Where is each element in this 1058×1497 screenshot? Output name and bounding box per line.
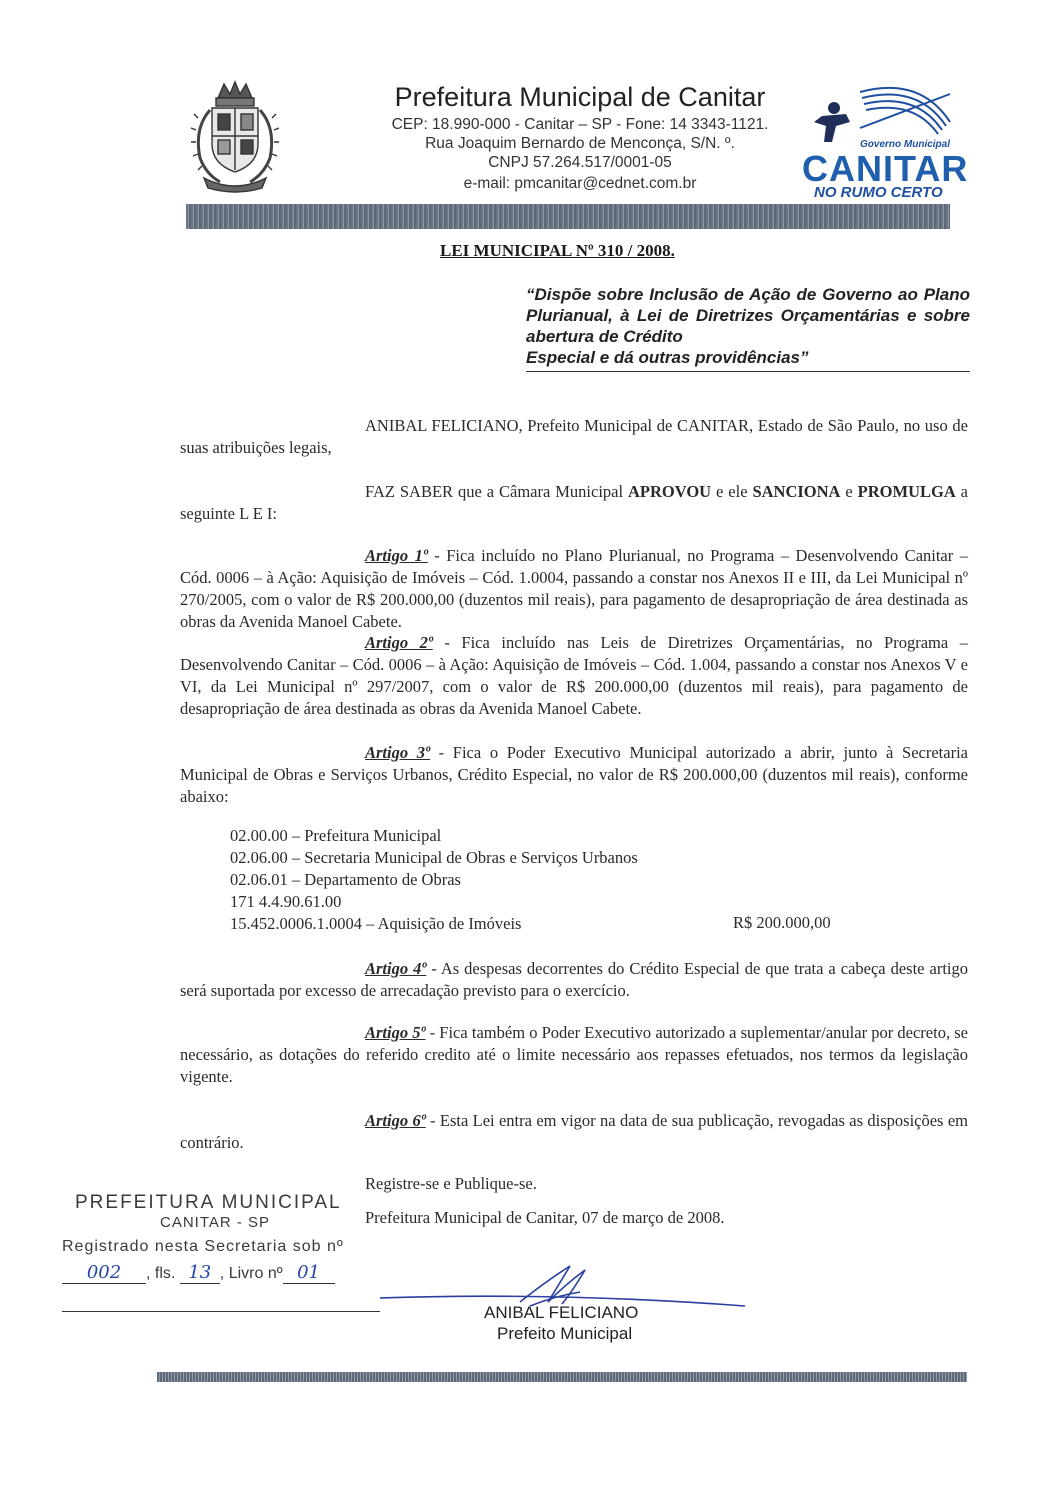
registry-livro: 01 (283, 1262, 335, 1284)
promulga: PROMULGA (857, 482, 956, 501)
logo-slogan: NO RUMO CERTO (814, 184, 943, 201)
ementa-last-line: Especial e dá outras providências” (526, 348, 809, 367)
signatory-name: ANIBAL FELICIANO (484, 1303, 639, 1322)
article-5-text: - Fica também o Poder Executivo autorizado a suplementar/anular por decreto, se necessário, as dotações do referido credito até o limite necessário aos repasses efetuados, nos termos da legislação vigente. (180, 1023, 968, 1086)
header-address-2: Rua Joaquim Bernardo de Menconça, S/N. º. (425, 135, 735, 152)
budget-line: 02.06.00 – Secretaria Municipal de Obras e Serviços Urbanos (230, 848, 638, 867)
canitar-logo (800, 82, 969, 202)
law-ementa (526, 284, 970, 372)
article-2-text: - Fica incluído nas Leis de Diretrizes Orçamentárias, no Programa – Desenvolvendo Canitar – Cód. 0006 – à Ação: Aquisição de Imóveis – Cód. 1.004, passando a constar nos Anexos V e VI, da Lei Municipal nº 297/2007, com o valor de R$ 200.000,00 (duzentos mil reais), para pagamento de desapropriação de área destinada as obras da Avenida Manoel Cabete. (180, 633, 968, 718)
article-4-label: Artigo 4º (365, 959, 427, 978)
text: a seguinte L E I: (180, 482, 969, 523)
signatory-role: Prefeito Municipal (497, 1324, 633, 1343)
preamble-paragraph: ANIBAL FELICIANO, Prefeito Municipal de CANITAR, Estado de São Paulo, no uso de suas atribuições legais, (180, 416, 968, 457)
stamp-city: CANITAR - SP (160, 1214, 271, 1231)
article-6 (180, 1110, 968, 1154)
article-4-text: - As despesas decorrentes do Crédito Especial de que trata a cabeça deste artigo será suportada por excesso de arrecadação previsto para o exercício. (180, 959, 968, 1000)
stamp-title: PREFEITURA MUNICIPAL (75, 1192, 342, 1213)
budget-line: 02.06.01 – Departamento de Obras (230, 870, 461, 889)
logo-gov-label: Governo Municipal (860, 139, 951, 150)
fls-label: , fls. (146, 1265, 176, 1282)
text: e ele (711, 482, 753, 501)
article-2 (180, 632, 968, 720)
text: FAZ SABER que a Câmara Municipal (365, 482, 628, 501)
registry-number: 002 (62, 1262, 146, 1284)
sanciona: SANCIONA (752, 482, 841, 501)
article-1-text: - Fica incluído no Plano Plurianual, no Programa – Desenvolvendo Canitar – Cód. 0006 – à Ação: Aquisição de Imóveis – Cód. 1.0004, passando a constar nos Anexos II e III, da Lei Municipal nº 270/2005, com o valor de R$ 200.000,00 (duzentos mil reais), para pagamento de desapropriação de área destinada as obras da Avenida Manoel Cabete. (180, 546, 968, 631)
livro-label: , Livro nº (219, 1265, 283, 1282)
promulgation-paragraph (180, 481, 968, 525)
coat-of-arms-icon (190, 78, 280, 196)
article-3-text: - Fica o Poder Executivo Municipal autorizado a abrir, junto à Secretaria Municipal de Obras e Serviços Urbanos, Crédito Especial, no valor de R$ 200.000,00 (duzentos mil reais), conforme abaixo: (180, 743, 968, 806)
article-1-label: Artigo 1º (365, 546, 428, 565)
article-5-label: Artigo 5º (365, 1023, 426, 1042)
article-2-label: Artigo 2º (365, 633, 433, 652)
article-3 (180, 742, 968, 808)
header-address-1: CEP: 18.990-000 - Canitar – SP - Fone: 14 3343-1121. (391, 116, 769, 133)
budget-line: 171 4.4.90.61.00 (230, 892, 342, 911)
article-4 (180, 958, 968, 1002)
closing-date: Prefeitura Municipal de Canitar, 07 de março de 2008. (365, 1208, 725, 1227)
aprovou: APROVOU (628, 482, 712, 501)
law-title: LEI MUNICIPAL Nº 310 / 2008. (440, 241, 675, 260)
budget-list (230, 825, 638, 935)
stamp-registry-fields (62, 1262, 335, 1284)
budget-line: 15.452.0006.1.0004 – Aquisição de Imóveis (230, 914, 522, 933)
ementa-text: “Dispõe sobre Inclusão de Ação de Governo ao Plano Plurianual, à Lei de Diretrizes Orçamentárias e sobre abertura de Crédito (526, 285, 970, 346)
logo-name: CANITAR (802, 148, 969, 189)
stamp-signature-line (62, 1311, 380, 1312)
stamp-registry: Registrado nesta Secretaria sob nº (62, 1238, 344, 1255)
registre-line: Registre-se e Publique-se. (365, 1174, 537, 1193)
text: e (840, 482, 858, 501)
footer-band (157, 1372, 967, 1382)
header-cnpj: CNPJ 57.264.517/0001-05 (488, 154, 672, 171)
article-1 (180, 545, 968, 633)
article-6-text: - Esta Lei entra em vigor na data de sua publicação, revogadas as disposições em contrário. (180, 1111, 968, 1152)
budget-line: 02.00.00 – Prefeitura Municipal (230, 826, 442, 845)
budget-value: R$ 200.000,00 (733, 913, 831, 932)
registry-fls: 13 (180, 1262, 220, 1284)
article-3-label: Artigo 3º (365, 743, 430, 762)
article-5 (180, 1022, 968, 1088)
header-band (186, 204, 950, 229)
header-title: Prefeitura Municipal de Canitar (394, 82, 766, 112)
article-6-label: Artigo 6º (365, 1111, 426, 1130)
header-email: e-mail: pmcanitar@cednet.com.br (463, 175, 697, 192)
